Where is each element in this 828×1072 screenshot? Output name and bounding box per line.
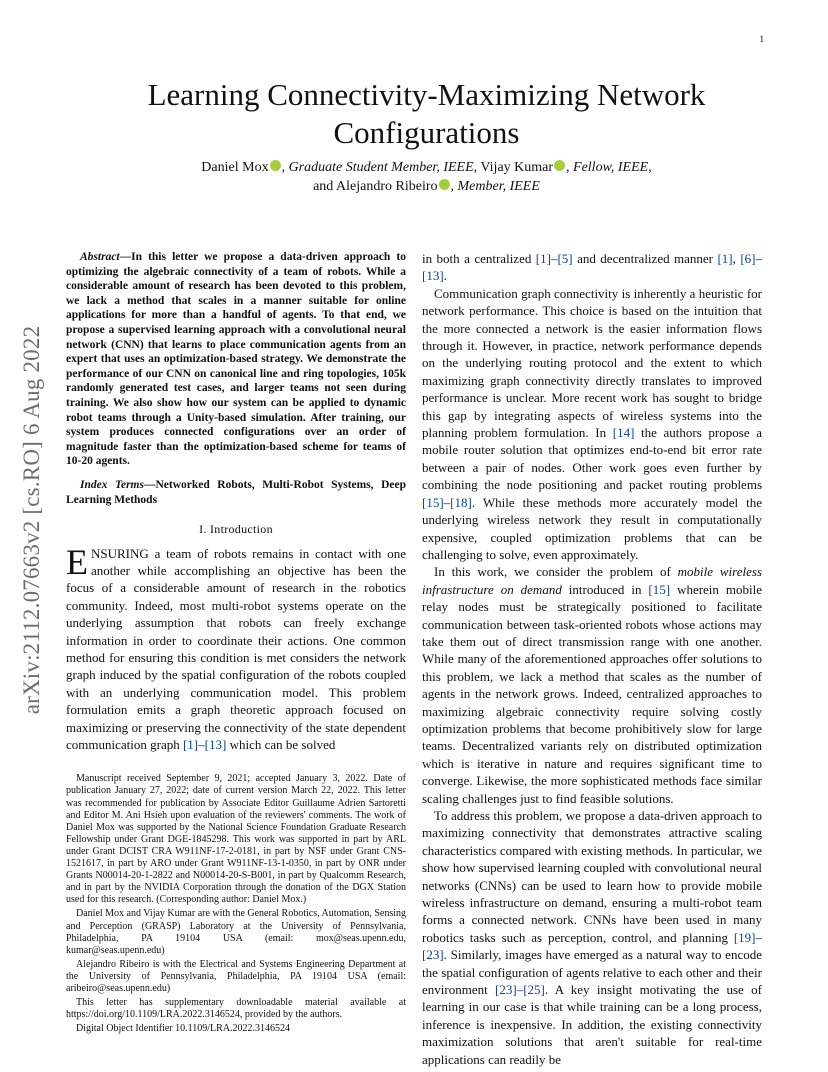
paper-title: Learning Connectivity-Maximizing Network Configurations — [147, 77, 706, 150]
citation-link[interactable]: [1] — [182, 736, 199, 752]
index-terms — [66, 478, 406, 507]
footnote: Digital Object Identifier 10.1109/LRA.2022.3146524 — [76, 1023, 291, 1035]
citation-link[interactable]: [25] — [523, 982, 545, 998]
intro-paragraph: ENSURING a team of robots remains in contact with one another while accomplishing an objective has been the focus of a considerable amount of research in the robotics community. Indeed, most multi-robot systems operate on the underlying assumption that robots can freely exchange information in order to coordinate their actions. One common method for ensuring this condition is met considers the network graph induced by the spatial configuration of the robots coupled with an underlying communication model. This problem formulation emits a graph theoretic approach focused on maximizing or preserving the connectivity of the state dependent communication graph [1]–[13] which can be solved — [66, 541, 406, 752]
footnotes — [66, 773, 406, 1035]
author-3-name: and Alejandro Ribeiro — [313, 179, 438, 194]
citation-link[interactable]: [15] — [422, 494, 444, 510]
footnote: Manuscript received September 9, 2021; accepted January 3, 2022. Date of publication January 27, 2022; date of current version March 22, 2022. This letter was recommended for publication by Associate Editor Guillaume Adrien Sartoretti and Editor M. Ani Hsieh upon evaluation of the reviewers' comments. The work of Daniel Mox was supported by the National Science Foundation Graduate Research Fellowship under Grant DGE-1845298. This work was supported in part by ARL under Grant DCIST CRA W911NF-17-2-0181, in part by NSF under Grant CNS-1521617, in part by ARO under Grant W911NF-13-1-0350, in part by ONR under Grants N00014-20-1-2822 and N00014-20-S-B001, in part by Qualcomm Research, and in part by the NVIDIA Corporation through the donation of the DGX Station used for this research. (Corresponding author: Daniel Mox.) — [66, 773, 406, 906]
orcid-icon[interactable] — [554, 160, 565, 171]
body-paragraph: To address this problem, we propose a data-driven approach to maximizing connectivity that demonstrates attractive scaling characteristics compared with existing methods. In particular, we show how supervised learning coupled with convolutional neural networks (CNNs) can be used to learn how to provide mobile wireless infrastructure on demand, ensuring a multi-robot team forms a connected network. CNNs have been used in many robotics tasks such as perception, control, and planning [19]–[23]. Similarly, images have emerged as a natural way to encode the spatial configuration of agents relative to each other and their environment [23]–[25]. A key insight motivating the use of learning in our case is that while training can be a long process, inference is inexpensive. In addition, the existing connectivity maximization solutions that aren't suitable for real-time applications can readily be — [422, 808, 762, 1067]
citation-link[interactable]: [18] — [450, 494, 472, 510]
citation-link[interactable]: [1] — [535, 251, 551, 266]
body-paragraph: in both a centralized [1]–[5] and decentralized manner [1], [6]–[13]. — [422, 251, 763, 284]
index-terms-text: —Networked Robots, Multi-Robot Systems, Deep Learning Methods — [66, 478, 406, 506]
footnote: This letter has supplementary downloadable material available at https://doi.org/10.1109/LRA.2022.3146524, provided by the authors. — [66, 997, 406, 1021]
citation-link[interactable]: [23] — [422, 947, 444, 963]
author-2-role: Fellow, IEEE — [573, 160, 649, 175]
abstract-text: —In this letter we propose a data-driven approach to optimizing the algebraic connectivity of a team of robots. While a considerable amount of research has been devoted to this problem, we lack a method that scales in a manner suitable for online applications for more than a handful of agents. To that end, we propose a supervised learning approach with a convolutional neural network (CNN) that learns to place communication agents from an expert that uses an optimization-based strategy. We demonstrate the performance of our CNN on canonical line and ring topologies, 105k randomly generated test cases, and larger teams not seen during training. We also show how our system can be applied to dynamic robot teams through a Unity-based simulation. After training, our system produces connected configurations over an order of magnitude faster than the optimization-based scheme for teams of 10-20 agents. — [66, 251, 406, 468]
citation-link[interactable]: [14] — [612, 425, 635, 441]
author-1-role: Graduate Student Member, IEEE — [288, 160, 474, 175]
body-paragraph: Communication graph connectivity is inherently a heuristic for network performance. This choice is based on the intuition that the more connected a network is the easier information flows through it. However, in practice, network performance depends on the underlying routing protocol and the extent to which maximizing graph connectivity directly translates to improved performance is unclear. More recent work has sought to bridge this gap by integrating aspects of wireless systems into the planning problem formulation. In [14] the authors propose a mobile router solution that optimizes end-to-end bit error rate between a pair of nodes. Other work goes even further by combining the node positioning and packet routing problems [15]–[18]. While these methods more accurately model the underlying wireless network they result in computationally expensive, coupled optimization problems that can be challenging to solve, even approximately. — [422, 285, 762, 562]
citation-link[interactable]: [13] — [422, 268, 444, 284]
body-paragraph: In this work, we consider the problem of mobile wireless infrastructure on demand introduced in [15] wherein mobile relay nodes must be strategically positioned to facilitate communication between task-oriented robots whose actions may take them out of direct transmission range with one another. While many of the aforementioned approaches offer solutions to this problem, we lack a method that scales as the number of agents in the network grows. Indeed, centralized approaches to maximizing algebraic connectivity require solving costly optimization problems that become prohibitively slow for large teams. Decentralized variants rely on distributed optimization which is iterative in nature and requires significant time to converge. Likewise, the more sophisticated methods face similar scaling challenges just to find feasible solutions. — [422, 564, 763, 806]
arxiv-identifier: arXiv:2112.07663v2 [cs.RO] 6 Aug 2022 — [19, 325, 44, 715]
citation-link[interactable]: [13] — [204, 736, 227, 752]
index-terms-label: Index Terms — [80, 478, 144, 491]
citation-link[interactable]: [19] — [733, 929, 756, 945]
orcid-icon[interactable] — [270, 160, 281, 171]
author-2-name: Vijay Kumar — [480, 160, 554, 175]
author-1-name: Daniel Mox — [201, 160, 269, 175]
arxiv-sidebar — [10, 285, 54, 755]
footnote: Alejandro Ribeiro is with the Electrical and Systems Engineering Department at the University of Pennsylvania, Philadelphia, PA 19104 USA (email: aribeiro@seas.upenn.edu) — [66, 958, 406, 994]
citation-link[interactable]: [1] — [717, 251, 733, 266]
abstract-label: Abstract — [80, 251, 120, 263]
author-3-role: Member, IEEE — [457, 179, 540, 194]
orcid-icon[interactable] — [439, 179, 450, 190]
page-number: 1 — [759, 34, 764, 44]
footnote: Daniel Mox and Vijay Kumar are with the General Robotics, Automation, Sensing and Perception (GRASP) Laboratory at the University of Pennsylvania, Philadelphia, PA 19104 USA (email: mox@seas.upenn.edu, kumar@seas.upenn.edu) — [66, 908, 406, 956]
citation-link[interactable]: [5] — [557, 251, 573, 266]
abstract — [66, 250, 406, 469]
left-column — [66, 250, 406, 1037]
citation-link[interactable]: [6] — [740, 251, 756, 266]
citation-link[interactable]: [23] — [495, 982, 517, 998]
author-block: Daniel Mox , Graduate Student Member, IEEE, Vijay Kumar , Fellow, IEEE, and Alejandro Ribeiro , Member, IEEE — [201, 160, 652, 194]
drop-cap: E — [66, 541, 88, 582]
right-column — [422, 250, 762, 1068]
citation-link[interactable]: [15] — [648, 581, 671, 597]
section-heading: I. Introduction — [199, 522, 273, 537]
emphasis: mobile wireless infrastructure on demand — [422, 564, 763, 597]
